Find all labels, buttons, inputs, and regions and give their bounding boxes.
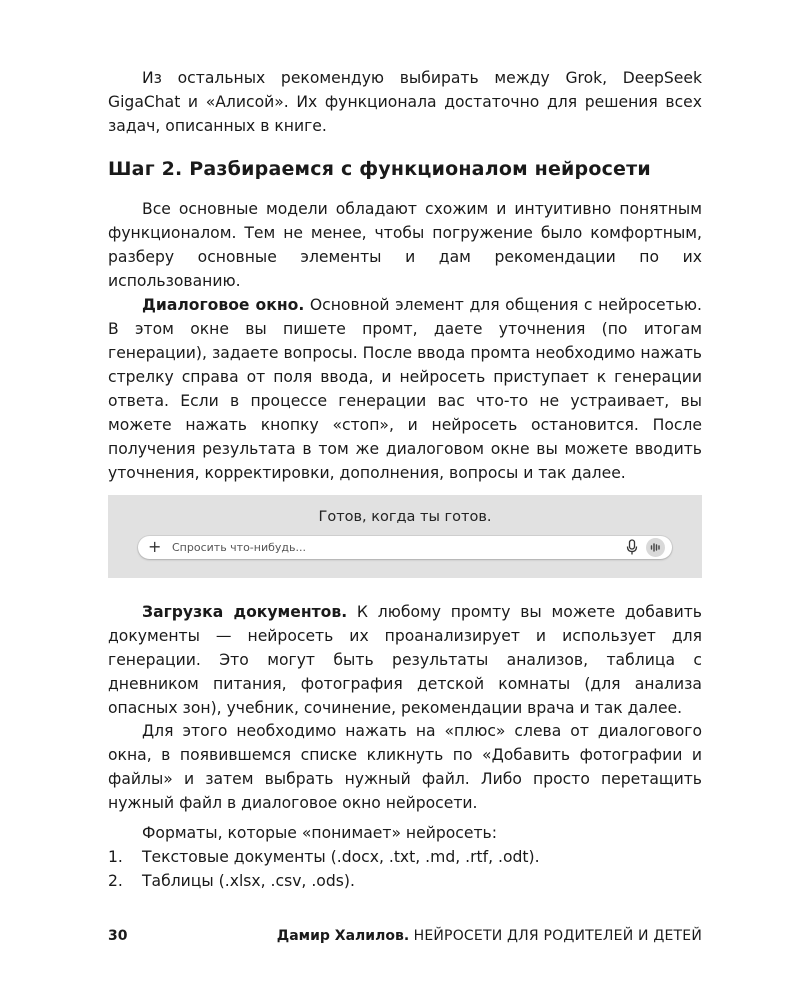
plus-icon[interactable]: + [148,537,162,556]
list-item-number: 2. [108,872,123,890]
dialog-window-description: Основной элемент для общения с нейросетью. В этом окне вы пишете промт, даете уточнения (по итогам генерации), задаете вопросы. После ввода промта необходимо нажать стрелку справа от поля ввода, и нейросеть приступает к генерации ответа. Если в процессе генерации вас что-то не устраивает, вы можете нажать кнопку «стоп», и нейросеть остановится. После получения результата в том же диалоговом окне вы можете вводить уточнения, корректировки, дополнения, вопросы и так далее. [108,296,702,482]
page-number: 30 [108,928,128,944]
section-heading: Шаг 2. Разбираемся с функционалом нейросети [108,158,651,180]
voice-mode-icon[interactable] [646,538,665,557]
chat-input-bar [138,536,672,559]
paragraph-upload-documents [108,600,702,720]
formats-intro: Форматы, которые «понимает» нейросеть: [142,824,497,842]
author-name: Дамир Халилов. [276,928,410,944]
dialog-window-term: Диалоговое окно. [142,296,305,314]
upload-documents-description: К любому промту вы можете добавить документы — нейросеть их проанализирует и использует для генерации. Это могут быть результаты анализов, таблица с дневником питания, фотография детской комнаты (для анализа опасных зон), учебник, сочинение, рекомендации врача и так далее. [108,603,702,717]
list-item [108,869,702,893]
book-page [108,0,702,1000]
list-item [108,845,702,869]
running-title [277,928,702,944]
list-item-number: 1. [108,848,123,866]
microphone-icon[interactable] [626,539,638,556]
upload-documents-term: Загрузка документов. [142,603,348,621]
book-title: НЕЙРОСЕТИ ДЛЯ РОДИТЕЛЕЙ И ДЕТЕЙ [413,928,702,944]
list-item-text: Текстовые документы (.docx, .txt, .md, .rtf, .odt). [142,848,540,866]
formats-list [108,845,702,893]
paragraph-how-to-upload: Для этого необходимо нажать на «плюс» слева от диалогового окна, в появившемся списке кликнуть по «Добавить фотографии и файлы» и затем выбрать нужный файл. Либо просто перетащить нужный файл в диалоговое окно нейросети. [108,722,702,812]
paragraph-functionality: Все основные модели обладают схожим и интуитивно понятным функционалом. Тем не менее, чтобы погружение было комфортным, разберу основные элементы и дам рекомендации по их использованию. [108,200,702,290]
intro-paragraph: Из остальных рекомендую выбирать между Grok, DeepSeek GigaChat и «Алисой». Их функционала достаточно для решения всех задач, описанных в книге. [108,69,702,135]
chat-input[interactable] [172,539,592,556]
list-item-text: Таблицы (.xlsx, .csv, .ods). [142,872,355,890]
chat-greeting: Готов, когда ты готов. [318,509,492,525]
paragraph-dialog-window [108,293,702,485]
chat-screenshot [108,495,702,578]
